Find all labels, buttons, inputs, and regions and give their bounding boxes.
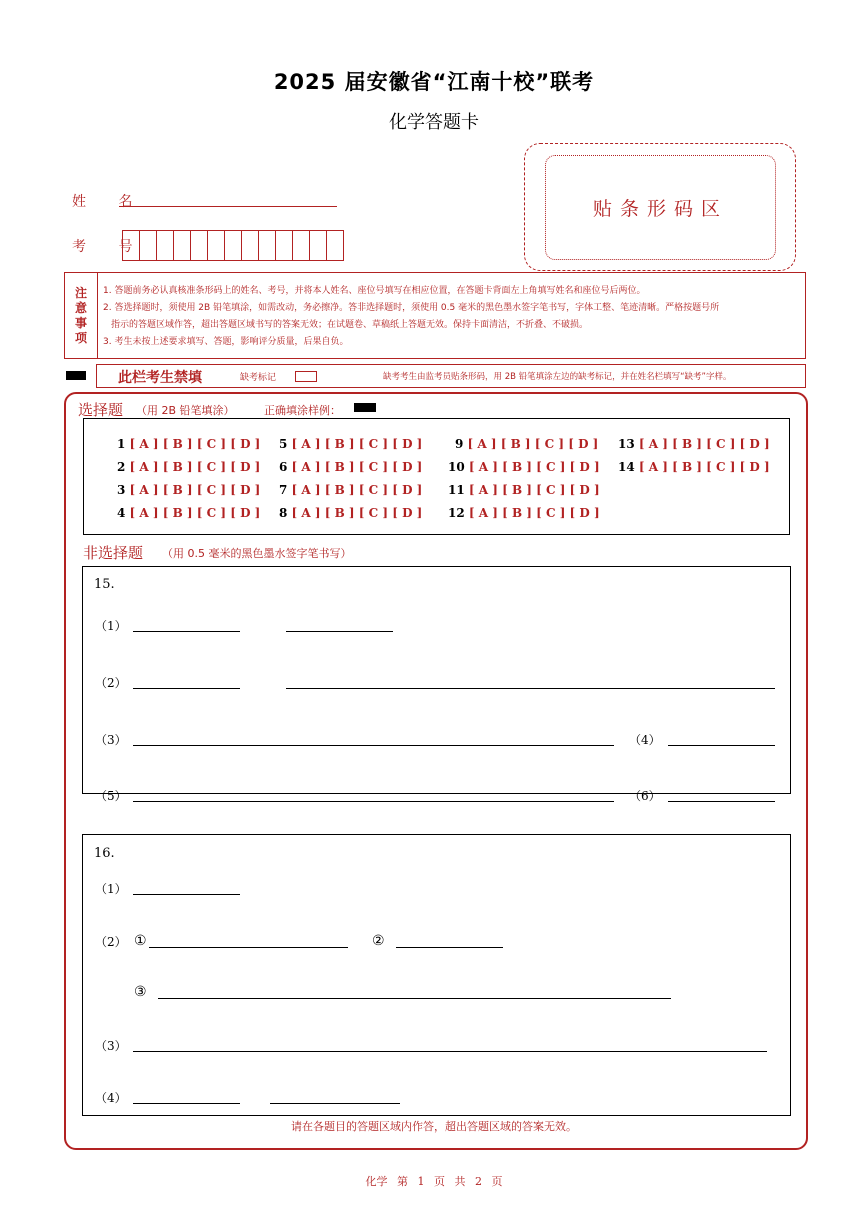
choice-question[interactable]: 9 [ A ] [ B ] [ C ] [ D ] [455,437,599,451]
circled-number: ① [134,933,147,949]
choice-question[interactable]: 13 [ A ] [ B ] [ C ] [ D ] [618,437,770,451]
id-digit-box[interactable] [157,231,174,260]
question-15-box [82,566,791,803]
answer-line[interactable] [133,1051,767,1052]
sub-question-label: （1） [95,882,127,896]
sub-question-label: （1） [95,619,127,633]
exam-id-boxes[interactable] [122,230,344,261]
id-digit-box[interactable] [191,231,208,260]
sample-label: 正确填涂样例： [264,404,341,417]
page-title: 2025 届安徽省“江南十校”联考 [273,70,595,94]
answer-line[interactable] [286,688,775,689]
answer-line[interactable] [286,631,393,632]
answer-line[interactable] [668,801,775,802]
question-number: 15. [94,577,115,592]
sub-question-label: （4） [629,733,661,747]
answer-line[interactable] [158,998,671,999]
choice-note: （用 2B 铅笔填涂） [136,404,235,417]
forbidden-note: 缺考考生由监考员贴条形码，用 2B 铅笔填涂左边的缺考标记，并在姓名栏填写“缺考”字样。 [383,372,732,382]
choice-question[interactable]: 6 [ A ] [ B ] [ C ] [ D ] [279,460,423,474]
choice-question[interactable]: 14 [ A ] [ B ] [ C ] [ D ] [618,460,770,474]
choice-question[interactable]: 12 [ A ] [ B ] [ C ] [ D ] [448,506,600,520]
id-digit-box[interactable] [140,231,157,260]
barcode-area: 贴条形码区 [545,155,776,260]
choice-grid [83,418,790,535]
choice-title: 选择题 [78,401,124,419]
exam-id-label: 考 号 [72,239,147,255]
id-digit-box[interactable] [242,231,259,260]
notice-text [103,283,797,351]
circled-number: ③ [134,984,147,1000]
notice-panel [64,272,806,359]
absent-mark-box[interactable] [295,371,317,382]
sub-question-label: （3） [95,733,127,747]
black-marker [66,371,86,380]
choice-question[interactable]: 3 [ A ] [ B ] [ C ] [ D ] [117,483,261,497]
choice-question[interactable]: 10 [ A ] [ B ] [ C ] [ D ] [448,460,600,474]
answer-line[interactable] [668,745,775,746]
forbidden-title: 此栏考生禁填 [118,370,202,386]
id-digit-box[interactable] [327,231,343,260]
notice-title: 注 意 事 项 [65,273,98,358]
name-label: 姓 名 [72,194,147,210]
choice-question[interactable]: 4 [ A ] [ B ] [ C ] [ D ] [117,506,261,520]
name-field[interactable] [119,206,337,207]
notice-line: 3. 考生未按上述要求填写、答题，影响评分质量，后果自负。 [103,337,349,347]
id-digit-box[interactable] [293,231,310,260]
choice-question[interactable]: 5 [ A ] [ B ] [ C ] [ D ] [279,437,423,451]
answer-line[interactable] [133,745,614,746]
answer-line[interactable] [133,801,614,802]
non-choice-note: （用 0.5 毫米的黑色墨水签字笔书写） [162,547,352,560]
sub-question-label: （6） [629,789,661,803]
sample-fill [354,403,376,412]
sub-question-label: （2） [95,676,127,690]
notice-line: 2. 答选择题时，须使用 2B 铅笔填涂，如需改动，务必擦净。答非选择题时，须使用 0.5 毫米的黑色墨水签字笔书写，字体工整、笔迹清晰。严格按题号所 [103,303,720,313]
choice-question[interactable]: 11 [ A ] [ B ] [ C ] [ D ] [448,483,600,497]
sub-question-label: （5） [95,789,127,803]
question-16-box [82,834,791,1116]
answer-line[interactable] [133,894,240,895]
answer-line[interactable] [133,1103,240,1104]
id-digit-box[interactable] [208,231,225,260]
non-choice-title: 非选择题 [83,544,144,562]
id-digit-box[interactable] [174,231,191,260]
answer-line[interactable] [133,688,240,689]
choice-question[interactable]: 8 [ A ] [ B ] [ C ] [ D ] [279,506,423,520]
choice-question[interactable]: 2 [ A ] [ B ] [ C ] [ D ] [117,460,261,474]
choice-question[interactable]: 7 [ A ] [ B ] [ C ] [ D ] [279,483,423,497]
sub-question-label: （4） [95,1091,127,1105]
page-subtitle: 化学答题卡 [389,112,479,133]
id-digit-box[interactable] [310,231,327,260]
circled-number: ② [372,933,385,949]
answer-line[interactable] [133,631,240,632]
id-digit-box[interactable] [259,231,276,260]
choice-question[interactable]: 1 [ A ] [ B ] [ C ] [ D ] [117,437,261,451]
question-number: 16. [94,846,115,861]
sub-question-label: （2） [95,935,127,949]
sub-question-label: （3） [95,1039,127,1053]
answer-line[interactable] [270,1103,400,1104]
notice-line: 指示的答题区域作答，超出答题区域书写的答案无效；在试题卷、草稿纸上答题无效。保持卡面清洁，不折叠、不破损。 [111,320,589,330]
id-digit-box[interactable] [225,231,242,260]
answer-area-note: 请在各题目的答题区域内作答，超出答题区域的答案无效。 [291,1120,577,1133]
answer-line[interactable] [396,947,503,948]
id-digit-box[interactable] [276,231,293,260]
notice-line: 1. 答题前务必认真核准条形码上的姓名、考号，并将本人姓名、座位号填写在相应位置，在答题卡背面左上角填写姓名和座位号后两位。 [103,286,646,296]
answer-line[interactable] [149,947,348,948]
absent-label: 缺考标记 [240,373,277,383]
id-digit-box[interactable] [123,231,140,260]
page-footer: 化学 第 1 页 共 2 页 [365,1175,503,1188]
